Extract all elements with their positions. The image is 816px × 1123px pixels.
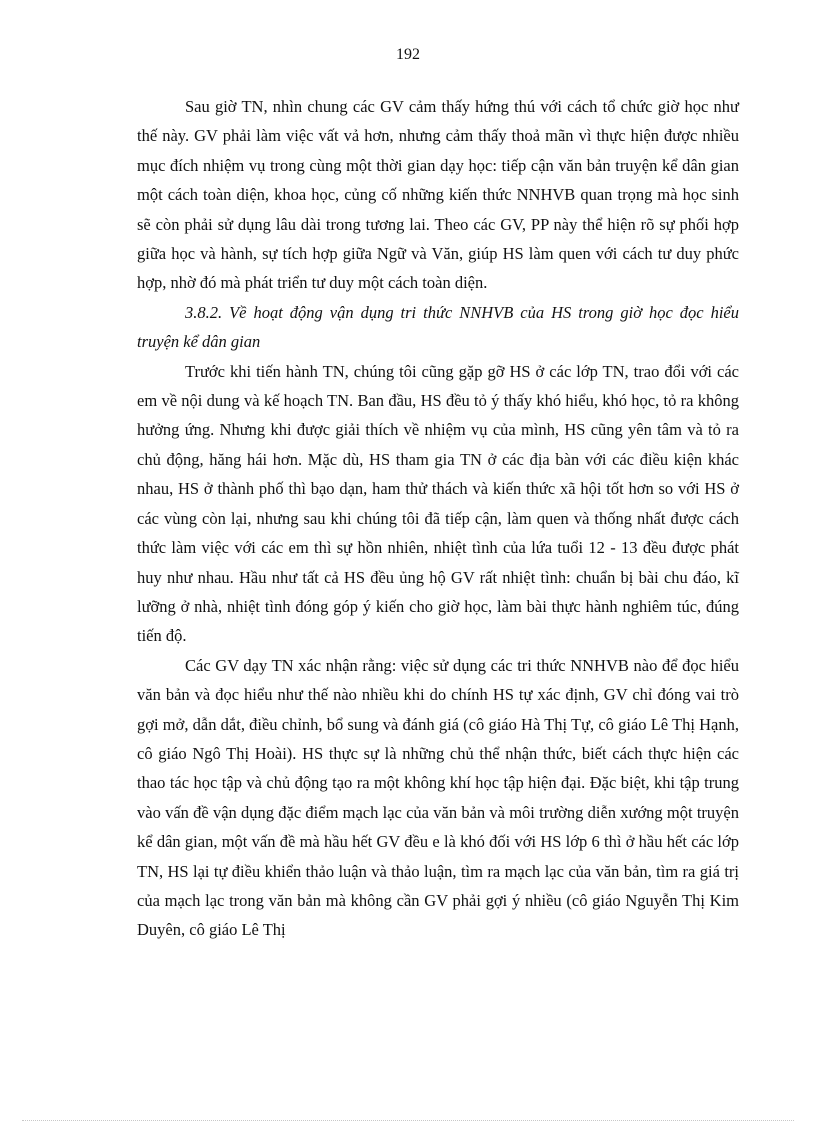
page-bottom-divider <box>22 1120 794 1121</box>
section-heading-3-8-2: 3.8.2. Về hoạt động vận dụng tri thức NNHVB của HS trong giờ học đọc hiểu truyện kể dân gian <box>137 302 739 352</box>
paragraph-teacher-feedback: Sau giờ TN, nhìn chung các GV cảm thấy hứng thú với cách tổ chức giờ học như thế này. GV phải làm việc vất vả hơn, nhưng cảm thấy thoả mãn vì thực hiện được nhiều mục đích nhiệm vụ trong cùng một thời gian dạy học: tiếp cận văn bản truyện kể dân gian một cách toàn diện, khoa học, củng cố những kiến thức NNHVB quan trọng mà học sinh sẽ còn phải sử dụng lâu dài trong tương lai. Theo các GV, PP này thể hiện rõ sự phối hợp giữa học và hành, sự tích hợp giữa Ngữ và Văn, giúp HS làm quen với cách tư duy phức hợp, nhờ đó mà phát triển tư duy một cách toàn diện. <box>137 97 739 293</box>
paragraph-teacher-confirmation: Các GV dạy TN xác nhận rằng: việc sử dụng các tri thức NNHVB nào để đọc hiểu văn bản và đọc hiểu như thế nào nhiều khi do chính HS tự xác định, GV chỉ đóng vai trò gợi mở, dẫn dắt, điều chỉnh, bổ sung và đánh giá (cô giáo Hà Thị Tự, cô giáo Lê Thị Hạnh, cô giáo Ngô Thị Hoài). HS thực sự là những chủ thể nhận thức, biết cách thực hiện các thao tác học tập và chủ động tạo ra một không khí học tập hiện đại. Đặc biệt, khi tập trung vào vấn đề vận dụng đặc điểm mạch lạc của văn bản và môi trường diễn xướng một truyện kể dân gian, một vấn đề mà hầu hết GV đều e là khó đối với HS lớp 6 thì ở hầu hết các lớp TN, HS lại tự điều khiển thảo luận và thảo luận, tìm ra mạch lạc của văn bản, tìm ra giá trị của mạch lạc trong văn bản mà không cần GV phải gợi ý nhiều (cô giáo Nguyễn Thị Kim Duyên, cô giáo Lê Thị <box>137 655 739 940</box>
page-number: 192 <box>396 46 420 63</box>
paragraph-student-engagement: Trước khi tiến hành TN, chúng tôi cũng gặp gỡ HS ở các lớp TN, trao đổi với các em về nội dung và kế hoạch TN. Ban đầu, HS đều tỏ ý thấy khó hiểu, khó học, tỏ ra không hưởng ứng. Nhưng khi được giải thích về nhiệm vụ của mình, HS cũng yên tâm và tỏ ra chủ động, hăng hái hơn. Mặc dù, HS tham gia TN ở các địa bàn với các điều kiện khác nhau, HS ở thành phố thì bạo dạn, ham thử thách và kiến thức xã hội tốt hơn so với HS ở các vùng còn lại, nhưng sau khi chúng tôi đã tiếp cận, làm quen và thống nhất được cách thức làm việc với các em thì sự hồn nhiên, nhiệt tình của lứa tuổi 12 - 13 đều được phát huy như nhau. Hầu như tất cả HS đều ủng hộ GV rất nhiệt tình: chuẩn bị bài chu đáo, kĩ lưỡng ở nhà, nhiệt tình đóng góp ý kiến cho giờ học, làm bài thực hành nghiêm túc, đúng tiến độ. <box>137 361 739 646</box>
body-text <box>137 92 739 945</box>
